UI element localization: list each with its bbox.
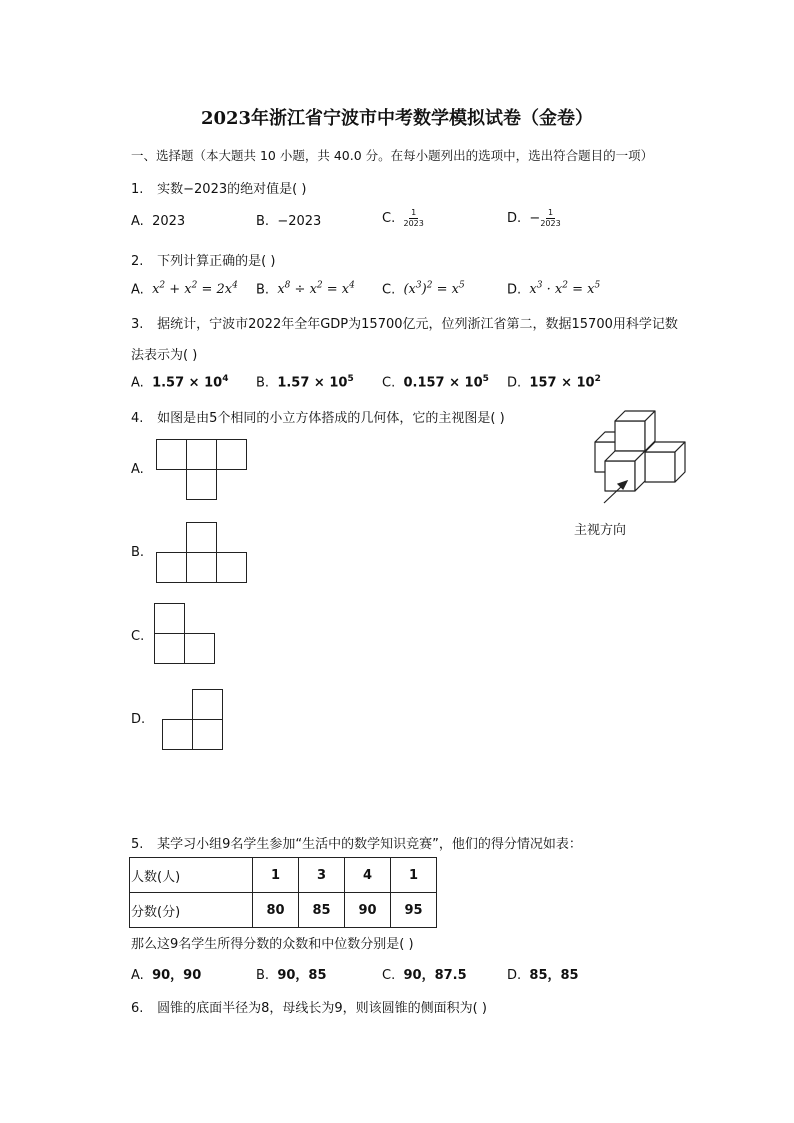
option-letter: B. — [256, 375, 270, 391]
minus-sign: − — [529, 211, 541, 226]
exponent: 5 — [482, 374, 489, 384]
row-header: 分数(分) — [130, 893, 253, 928]
question-number: 4. — [131, 411, 144, 426]
option-b — [256, 374, 354, 390]
option-letter: B. — [256, 282, 270, 298]
table-row — [130, 893, 437, 928]
option-letter: C. — [382, 375, 396, 391]
table-cell: 95 — [391, 893, 437, 928]
option-b — [256, 964, 327, 983]
question-text: 下列计算正确的是( ) — [157, 254, 276, 269]
exponent: 4 — [222, 374, 229, 384]
question-1 — [131, 178, 306, 197]
question-3 — [131, 313, 678, 332]
option-letter: D. — [507, 375, 522, 391]
row-header: 人数(人) — [130, 858, 253, 893]
option-letter: D. — [507, 968, 522, 983]
question-text: 实数−2023的绝对值是( ) — [157, 182, 307, 197]
option-c — [382, 281, 465, 297]
table-cell: 3 — [299, 858, 345, 893]
table-cell: 85 — [299, 893, 345, 928]
question-3-line-2: 法表示为( ) — [131, 348, 198, 363]
table-row — [130, 858, 437, 893]
option-d — [507, 208, 561, 229]
option-d: D. — [131, 712, 146, 727]
question-number: 5. — [131, 837, 144, 852]
option-text: 157 × 10 — [529, 375, 595, 391]
option-letter: C. — [382, 968, 396, 983]
option-letter: B. — [256, 968, 270, 983]
question-text: 圆锥的底面半径为8，母线长为9，则该圆锥的侧面积为( ) — [157, 1001, 487, 1016]
question-number: 6. — [131, 1001, 144, 1016]
option-c — [382, 208, 424, 229]
question-text: 如图是由5个相同的小立方体搭成的几何体，它的主视图是( ) — [157, 411, 505, 426]
score-table — [129, 857, 437, 928]
question-number: 1. — [131, 182, 144, 197]
option-c — [382, 964, 467, 983]
question-4 — [131, 407, 505, 426]
table-cell: 1 — [253, 858, 299, 893]
formula: $(x^3)^2 = x^5$ — [403, 281, 465, 298]
exponent: 2 — [594, 374, 601, 384]
view-direction-label: 主视方向 — [574, 523, 627, 538]
option-text: 90，85 — [277, 968, 327, 983]
table-cell: 1 — [391, 858, 437, 893]
option-letter: A. — [131, 214, 144, 229]
table-cell: 90 — [345, 893, 391, 928]
page-title: 2023年浙江省宁波市中考数学模拟试卷（金卷） — [200, 108, 594, 129]
option-a — [131, 214, 185, 229]
question-text: 据统计，宁波市2022年全年GDP为15700亿元，位列浙江省第二，数据15700用科学记数 — [157, 317, 678, 332]
question-2 — [131, 250, 275, 269]
option-text: 90，87.5 — [403, 968, 467, 983]
option-d — [507, 374, 601, 390]
question-number: 2. — [131, 254, 144, 269]
option-text: 1.57 × 10 — [152, 375, 223, 391]
option-b — [256, 214, 321, 229]
formula: $x^3 \cdot x^2 = x^5$ — [529, 281, 601, 298]
option-b: B. — [131, 545, 145, 560]
option-text: −2023 — [277, 214, 322, 229]
option-d — [507, 964, 579, 983]
question-text: 某学习小组9名学生参加“生活中的数学知识竞赛”，他们的得分情况如表： — [157, 837, 582, 852]
option-letter: A. — [131, 282, 144, 298]
option-text: 2023 — [152, 214, 186, 229]
question-6 — [131, 997, 487, 1016]
option-letter: B. — [256, 214, 270, 229]
section-heading: 一、选择题（本大题共 10 小题，共 40.0 分。在每小题列出的选项中，选出符合题目的一项） — [131, 148, 654, 163]
option-text: 85，85 — [529, 968, 579, 983]
question-5 — [131, 833, 582, 852]
option-a — [131, 281, 238, 297]
option-text: 90，90 — [152, 968, 202, 983]
option-letter: D. — [507, 282, 522, 298]
fraction: $\frac{1}{2023}$ — [403, 208, 424, 228]
option-letter: A. — [131, 375, 144, 391]
option-text: 1.57 × 10 — [277, 375, 348, 391]
formula: $x^8 \div x^2 = x^4$ — [277, 281, 355, 298]
fraction: $\frac{1}{2023}$ — [540, 208, 561, 228]
option-c — [382, 374, 489, 390]
option-letter: D. — [507, 211, 522, 226]
table-cell: 4 — [345, 858, 391, 893]
option-a: A. — [131, 462, 144, 477]
option-c: C. — [131, 629, 145, 644]
option-a — [131, 374, 228, 390]
option-letter: A. — [131, 968, 144, 983]
option-letter: C. — [382, 211, 396, 226]
option-text: 0.157 × 10 — [403, 375, 483, 391]
cube-structure-figure — [575, 405, 695, 505]
option-a — [131, 964, 201, 983]
question-number: 3. — [131, 317, 144, 332]
option-d — [507, 281, 600, 297]
option-b — [256, 281, 355, 297]
exponent: 5 — [347, 374, 354, 384]
option-letter: C. — [382, 282, 396, 298]
question-5-prompt: 那么这9名学生所得分数的众数和中位数分别是( ) — [131, 937, 414, 952]
table-cell: 80 — [253, 893, 299, 928]
formula: $x^2 + x^2 = 2x^4$ — [152, 281, 238, 298]
